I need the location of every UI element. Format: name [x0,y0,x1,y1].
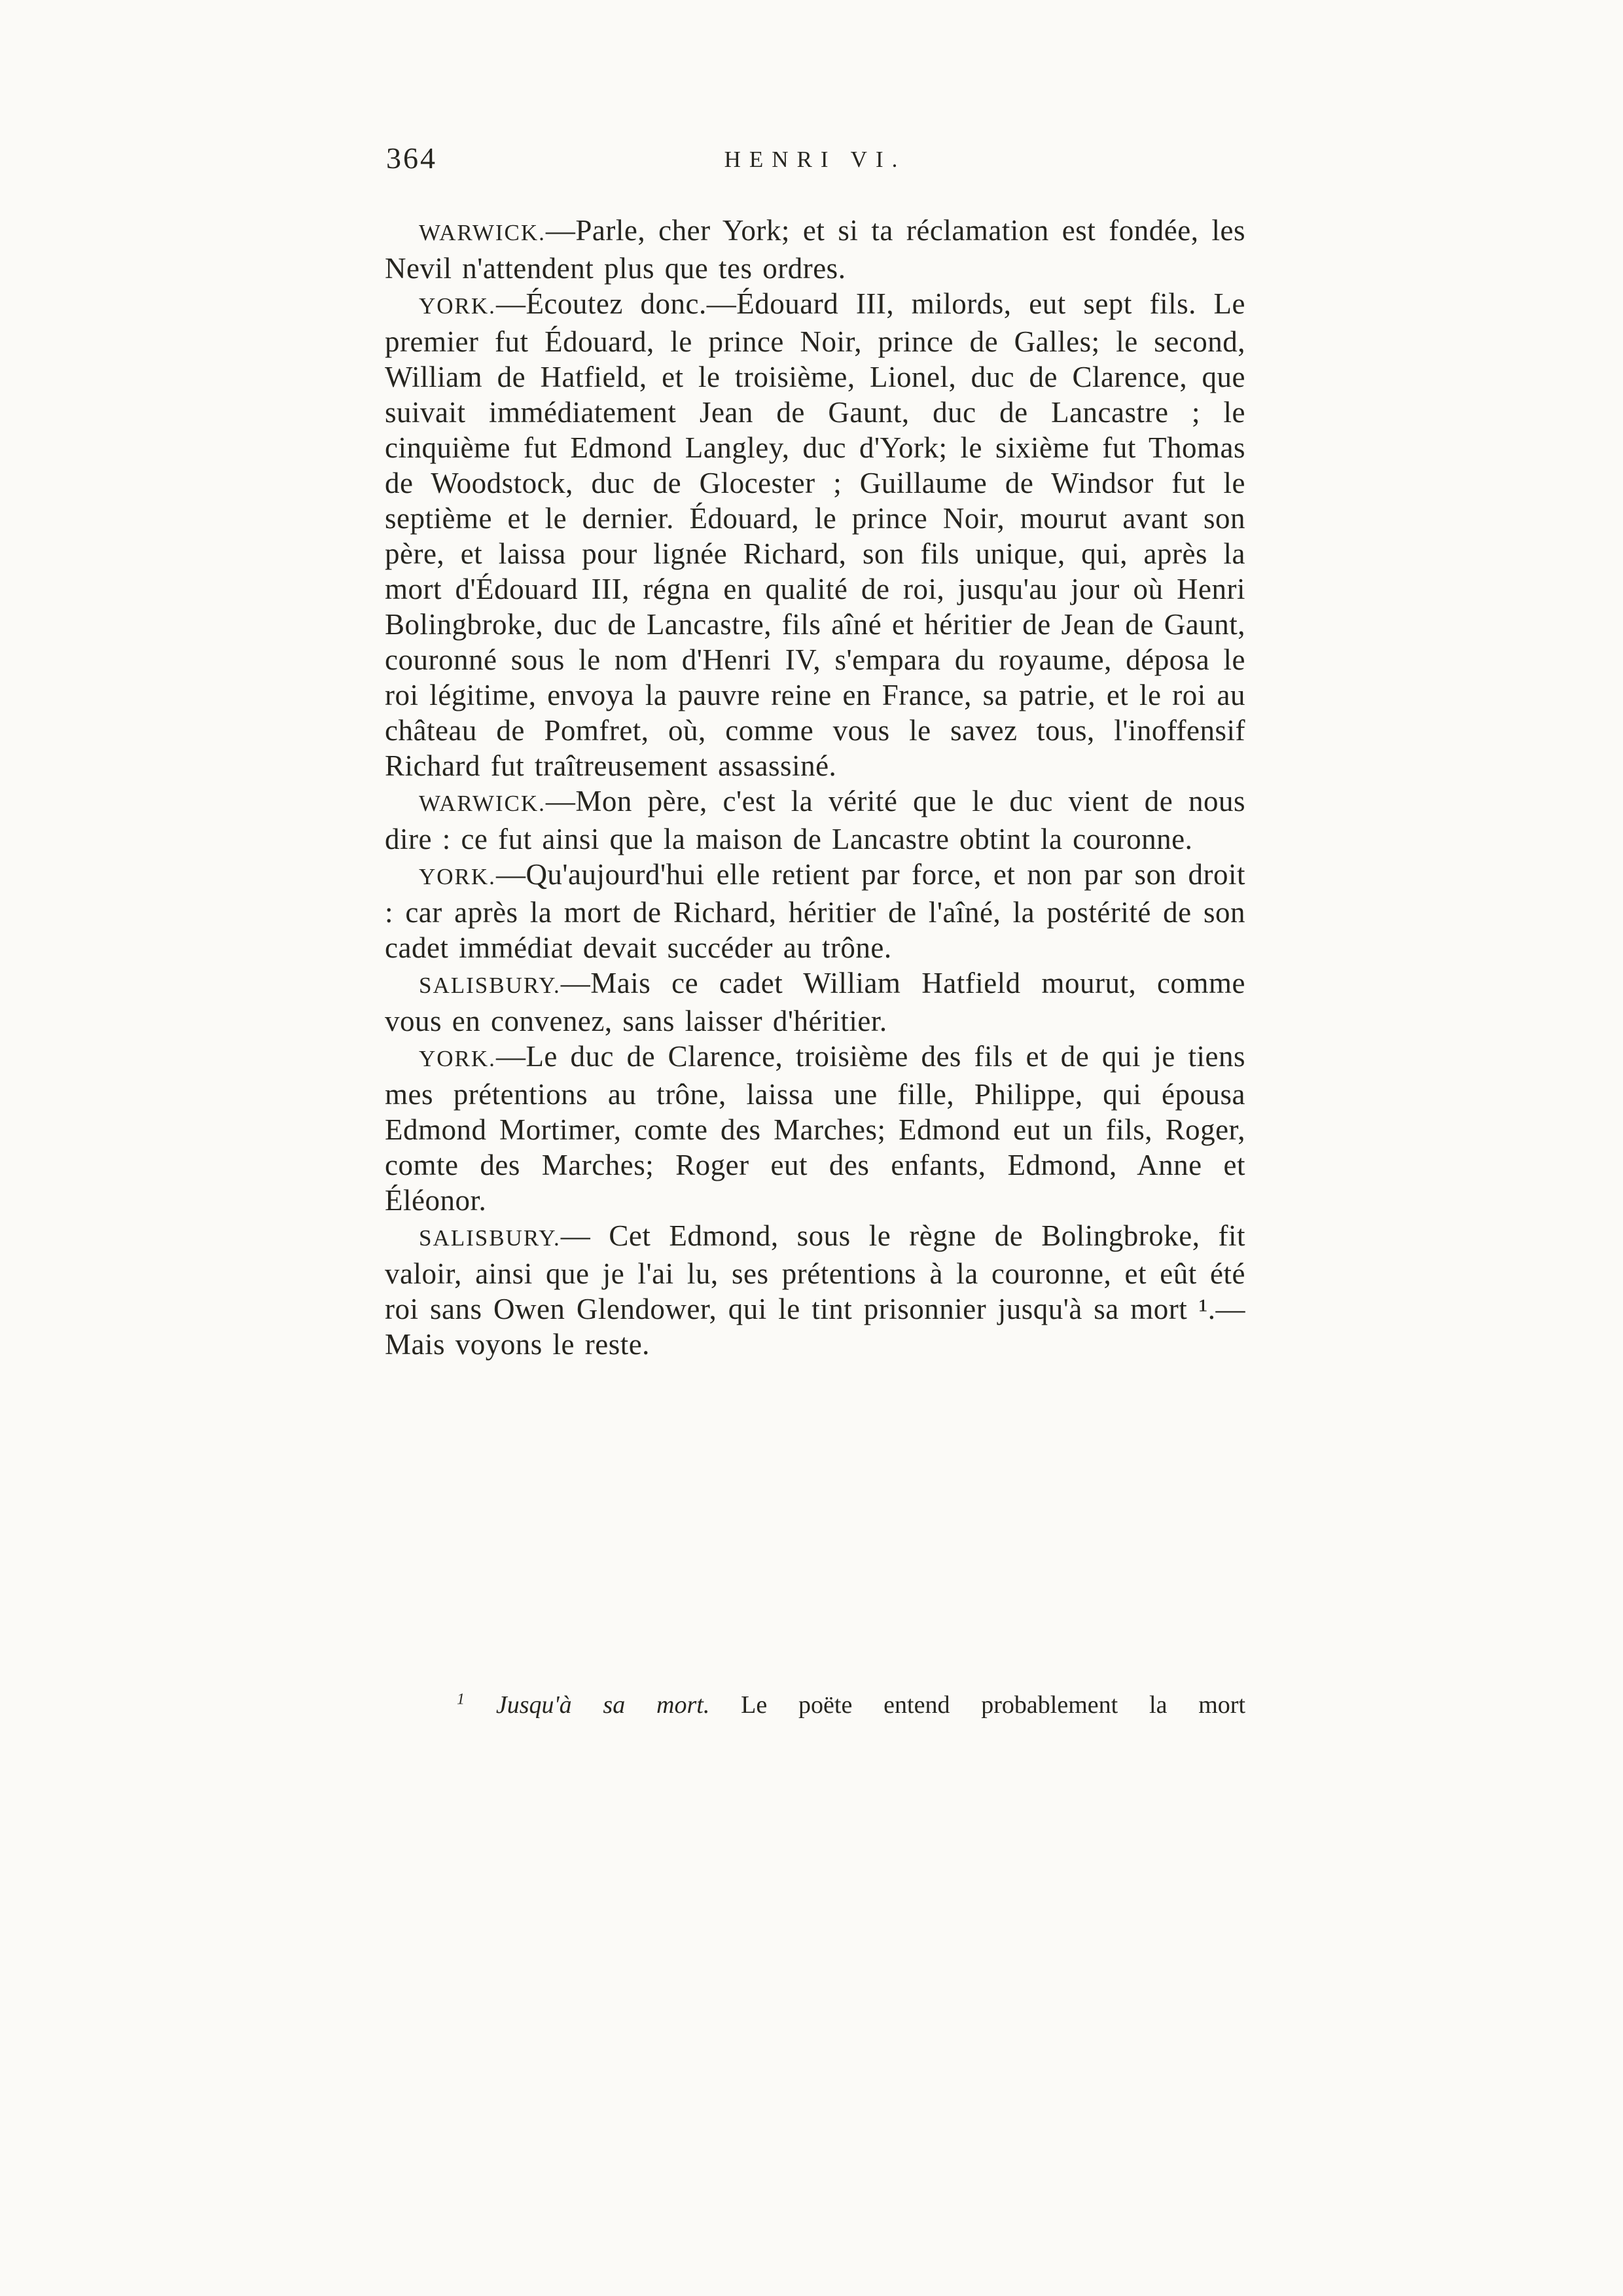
page-header [385,141,1245,179]
speaker-label: YORK. [419,1046,496,1071]
footnote [385,1690,1245,1720]
running-title: HENRI VI. [724,147,906,172]
dialogue-text: — Cet Edmond, sous le règne de Bolingbroke, fit valoir, ainsi que je l'ai lu, ses prétentions à la couronne, et eût été roi sans Owen Glendower, qui le tint prisonnier jusqu'à sa mort ¹.—Mais voyons le reste. [385,1219,1245,1361]
dialogue-paragraph [385,1039,1245,1218]
footnote-text: Le poëte entend probablement la mort [741,1691,1246,1719]
dialogue-paragraph [385,1218,1245,1362]
dialogue-text: —Qu'aujourd'hui elle retient par force, et non par son droit : car après la mort de Richard, héritier de l'aîné, la postérité de son cadet immédiat devait succéder au trône. [385,858,1245,964]
speaker-label: SALISBURY. [419,1225,561,1251]
page-number: 364 [386,141,437,175]
dialogue-text: —Parle, cher York; et si ta réclamation est fondée, les Nevil n'attendent plus que tes ordres. [385,214,1245,285]
dialogue-paragraph [385,286,1245,783]
dialogue-text: —Écoutez donc.—Édouard III, milords, eut sept fils. Le premier fut Édouard, le prince Noir, prince de Galles; le second, William de Hatfield, et le troisième, Lionel, duc de Clarence, que suivait immédiatement Jean de Gaunt, duc de Lancastre ; le cinquième fut Edmond Langley, duc d'York; le sixième fut Thomas de Woodstock, duc de Glocester ; Guillaume de Windsor fut le septième et le dernier. Édouard, le prince Noir, mourut avant son père, et laissa pour lignée Richard, son fils unique, qui, après la mort d'Édouard III, régna en qualité de roi, jusqu'au jour où Henri Bolingbroke, duc de Lancastre, fils aîné et héritier de Jean de Gaunt, couronné sous le nom d'Henri IV, s'empara du royaume, déposa le roi légitime, envoya la pauvre reine en France, sa patrie, et le roi au château de Pomfret, où, comme vous le savez tous, l'inoffensif Richard fut traîtreusement assassiné. [385,287,1245,782]
speaker-label: WARWICK. [419,220,546,245]
footnote-marker: 1 [457,1691,465,1708]
dialogue-paragraph [385,857,1245,965]
speaker-label: WARWICK. [419,791,546,816]
footnote-phrase: Jusqu'à sa mort. [495,1691,710,1719]
dialogue-text: —Mon père, c'est la vérité que le duc vient de nous dire : ce fut ainsi que la maison de Lancastre obtint la couronne. [385,785,1245,855]
dialogue-paragraph [385,783,1245,857]
speaker-label: SALISBURY. [419,973,561,998]
dialogue-text: —Mais ce cadet William Hatfield mourut, comme vous en convenez, sans laisser d'héritier. [385,967,1245,1037]
speaker-label: YORK. [419,293,496,319]
text-block [385,141,1245,1362]
dialogue-paragraph [385,965,1245,1039]
dialogue-text: —Le duc de Clarence, troisième des fils et de qui je tiens mes prétentions au trône, laissa une fille, Philippe, qui épousa Edmond Mortimer, comte des Marches; Edmond eut un fils, Roger, comte des Marches; Roger eut des enfants, Edmond, Anne et Éléonor. [385,1040,1245,1217]
speaker-label: YORK. [419,864,496,889]
dialogue-paragraph [385,213,1245,286]
